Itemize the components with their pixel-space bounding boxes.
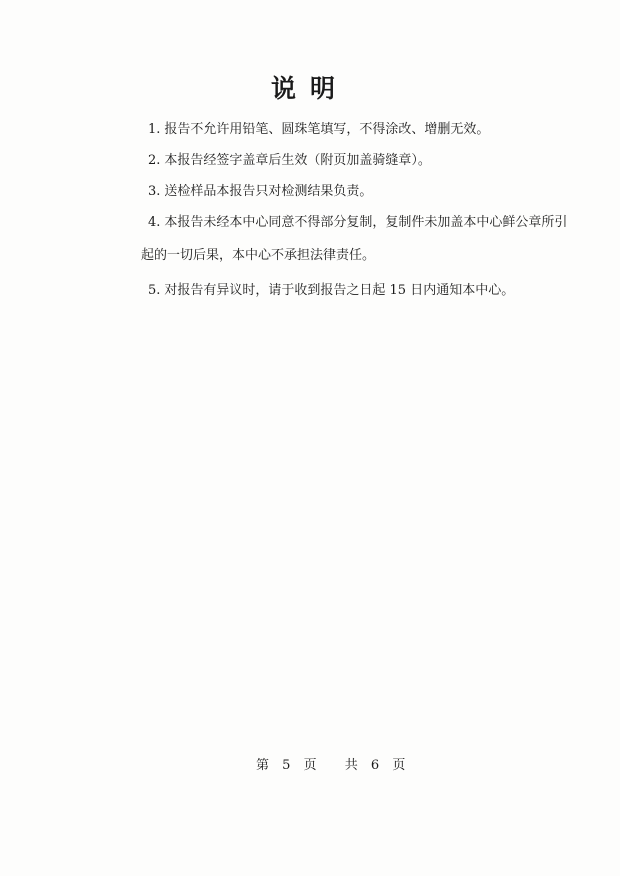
footer-di: 第: [256, 758, 270, 773]
list-item-5: [148, 282, 514, 300]
item-number: 3.: [148, 184, 161, 199]
item-text: 报告不允许用铅笔、圆珠笔填写，不得涂改、增删无效。: [164, 122, 490, 137]
item-number: 5.: [148, 283, 161, 298]
list-item-4: [148, 214, 567, 232]
list-item-3: [148, 183, 372, 201]
item-text: 送检样品本报告只对检测结果负责。: [164, 184, 373, 199]
footer-gong: 共: [344, 758, 358, 773]
total-pages-number: 6: [370, 758, 380, 773]
item-text: 对报告有异议时，请于收到报告之日起 15 日内通知本中心。: [164, 283, 515, 298]
current-page-number: 5: [282, 758, 291, 773]
page-title: 说明: [270, 74, 349, 103]
list-item-4-continuation: 起的一切后果，本中心不承担法律责任。: [141, 248, 376, 263]
list-item-1: [148, 121, 489, 139]
item-number: 2.: [148, 153, 161, 168]
footer-ye: 页: [303, 758, 317, 773]
footer-ye: 页: [392, 758, 406, 773]
list-item-2: [148, 152, 431, 170]
item-text: 本报告未经本中心同意不得部分复制，复制件未加盖本中心鲜公章所引: [164, 215, 568, 230]
item-text: 本报告经签字盖章后生效（附页加盖骑缝章）。: [164, 153, 431, 168]
item-number: 1.: [148, 122, 161, 137]
item-number: 4.: [148, 215, 161, 230]
page-number-footer: [256, 757, 405, 775]
